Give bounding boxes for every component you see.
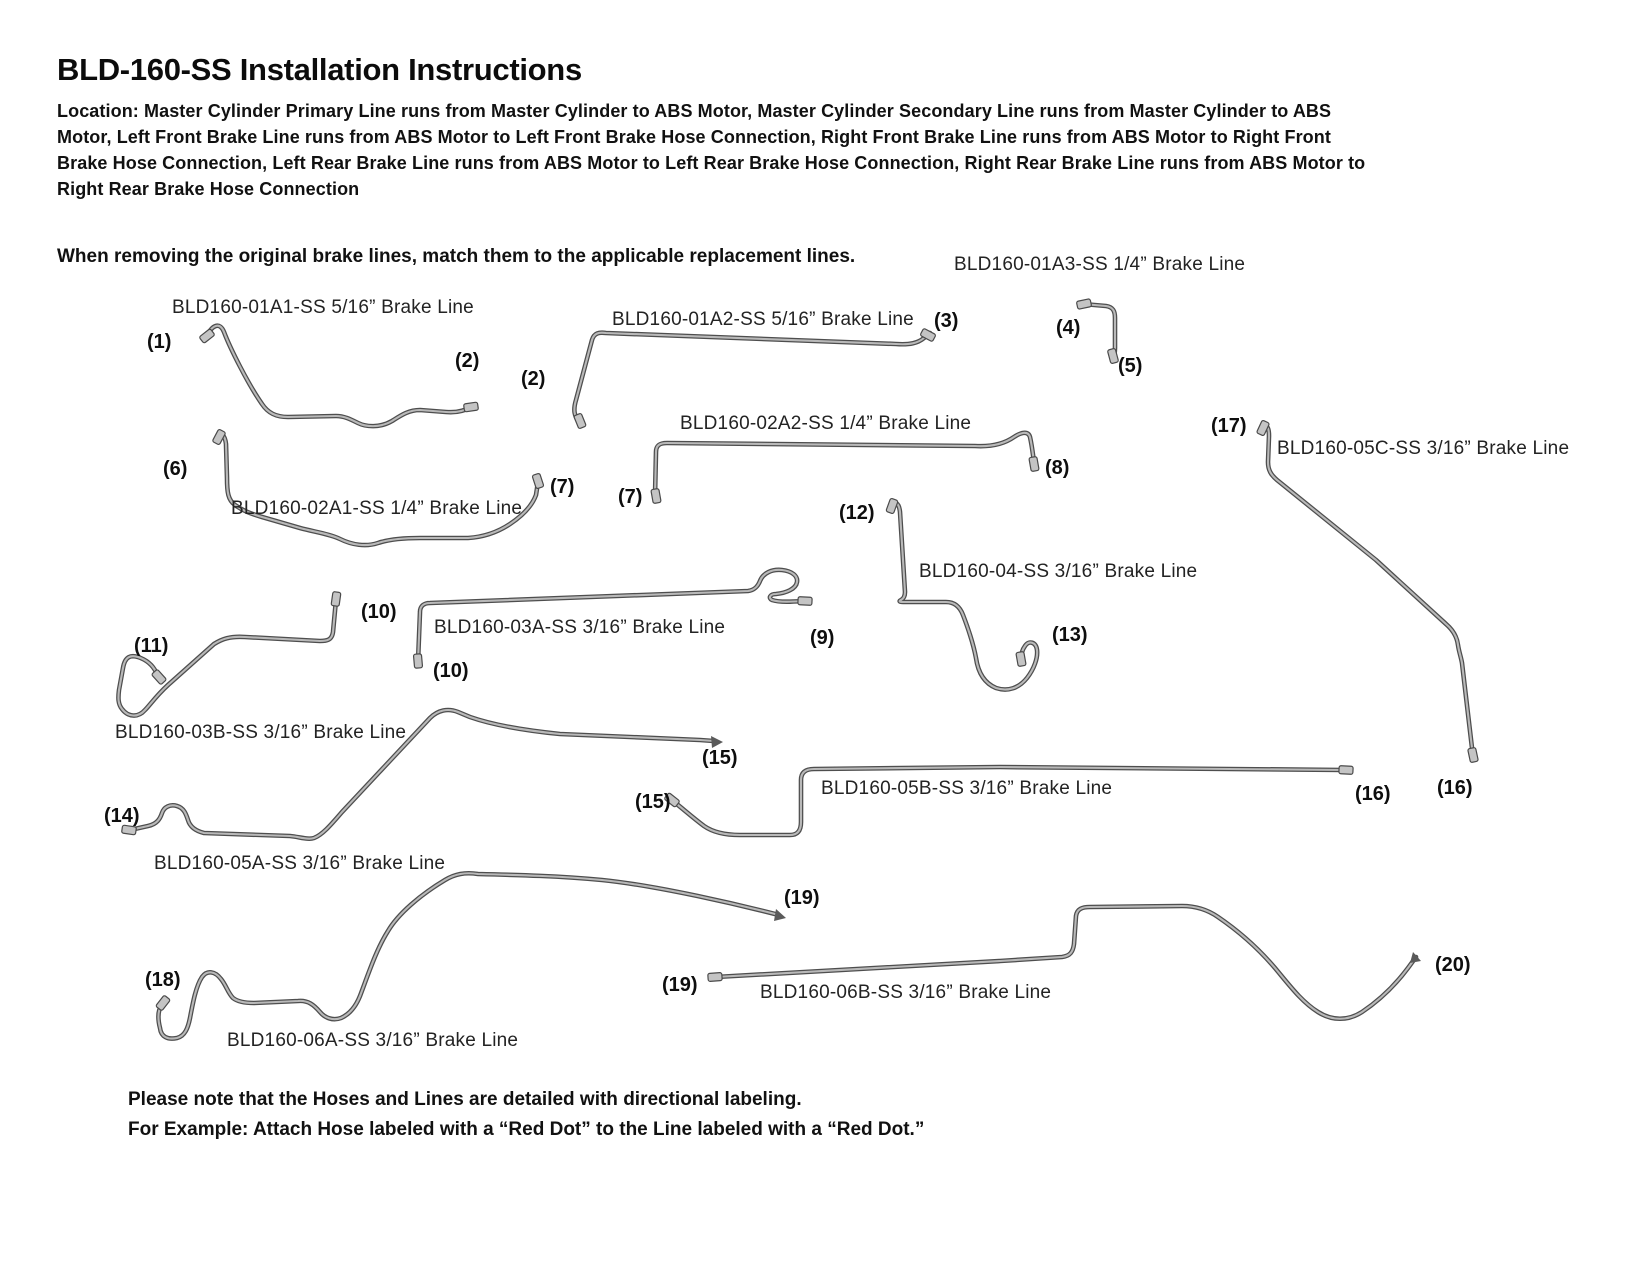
- endpoint-marker-7a: (7): [550, 476, 575, 498]
- instruction-text: When removing the original brake lines, match them to the applicable replacement lines.: [57, 246, 856, 267]
- brake-line-06A: [156, 873, 786, 1038]
- endpoint-marker-19a: (19): [784, 887, 820, 909]
- endpoint-marker-13: (13): [1052, 624, 1088, 646]
- line-label-03A: BLD160-03A-SS 3/16” Brake Line: [434, 617, 726, 638]
- brake-line-01A1: [199, 326, 478, 426]
- brake-line-01A3: [1076, 299, 1118, 364]
- endpoint-marker-18: (18): [145, 969, 181, 991]
- endpoint-marker-17: (17): [1211, 415, 1247, 437]
- endpoint-marker-19b: (19): [662, 974, 698, 996]
- endpoint-marker-14: (14): [104, 805, 140, 827]
- endpoint-marker-9: (9): [810, 627, 835, 649]
- line-label-02A2: BLD160-02A2-SS 1/4” Brake Line: [680, 413, 972, 434]
- line-label-05C: BLD160-05C-SS 3/16” Brake Line: [1277, 438, 1570, 459]
- line-label-06B: BLD160-06B-SS 3/16” Brake Line: [760, 982, 1052, 1003]
- endpoint-marker-2a: (2): [455, 350, 480, 372]
- endpoint-marker-8: (8): [1045, 457, 1070, 479]
- endpoint-marker-5: (5): [1118, 355, 1143, 377]
- red-dot-example-note: For Example: Attach Hose labeled with a “Red Dot” to the Line labeled with a “Red Dot.”: [128, 1119, 925, 1140]
- brake-line-05C: [1256, 420, 1478, 763]
- line-label-03B: BLD160-03B-SS 3/16” Brake Line: [115, 722, 407, 743]
- endpoint-marker-2b: (2): [521, 368, 546, 390]
- directional-labeling-note: Please note that the Hoses and Lines are detailed with directional labeling.: [128, 1089, 802, 1110]
- brake-line-04: [886, 498, 1037, 689]
- line-label-05B: BLD160-05B-SS 3/16” Brake Line: [821, 778, 1113, 799]
- endpoint-marker-4: (4): [1056, 317, 1081, 339]
- endpoint-marker-16a: (16): [1355, 783, 1391, 805]
- line-label-01A2: BLD160-01A2-SS 5/16” Brake Line: [612, 309, 914, 330]
- endpoint-marker-20: (20): [1435, 954, 1471, 976]
- brake-line-05B: [664, 766, 1353, 835]
- endpoint-marker-10a: (10): [433, 660, 469, 682]
- endpoint-marker-16b: (16): [1437, 777, 1473, 799]
- location-paragraph-line: Right Rear Brake Hose Connection: [57, 179, 360, 199]
- endpoint-marker-11: (11): [134, 635, 169, 657]
- line-label-06A: BLD160-06A-SS 3/16” Brake Line: [227, 1030, 519, 1051]
- location-paragraph-line: Location: Master Cylinder Primary Line runs from Master Cylinder to ABS Motor, Master Cylinder Secondary Line runs from Master Cylinder to ABS: [57, 101, 1332, 121]
- location-paragraph-line: Brake Hose Connection, Left Rear Brake Line runs from ABS Motor to Left Rear Brake Hose Connection, Right Rear Brake Line runs from ABS Motor to: [57, 153, 1366, 173]
- endpoint-marker-12: (12): [839, 502, 875, 524]
- endpoint-marker-3: (3): [934, 310, 959, 332]
- endpoint-marker-10b: (10): [361, 601, 397, 623]
- location-paragraph-line: Motor, Left Front Brake Line runs from ABS Motor to Left Front Brake Hose Connection, Right Front Brake Line runs from ABS Motor to Right Front: [57, 127, 1331, 147]
- endpoint-marker-15a: (15): [702, 747, 738, 769]
- brake-line-02A2: [651, 433, 1039, 504]
- endpoint-marker-6: (6): [163, 458, 188, 480]
- endpoint-marker-1: (1): [147, 331, 172, 353]
- endpoint-marker-7b: (7): [618, 486, 643, 508]
- line-label-04: BLD160-04-SS 3/16” Brake Line: [919, 561, 1198, 582]
- line-label-02A1: BLD160-02A1-SS 1/4” Brake Line: [231, 498, 523, 519]
- brake-line-02A1: [212, 429, 544, 545]
- line-label-01A1: BLD160-01A1-SS 5/16” Brake Line: [172, 297, 474, 318]
- page-title: BLD-160-SS Installation Instructions: [57, 52, 582, 87]
- line-label-01A3: BLD160-01A3-SS 1/4” Brake Line: [954, 254, 1246, 275]
- line-label-05A: BLD160-05A-SS 3/16” Brake Line: [154, 853, 446, 874]
- endpoint-marker-15b: (15): [635, 791, 671, 813]
